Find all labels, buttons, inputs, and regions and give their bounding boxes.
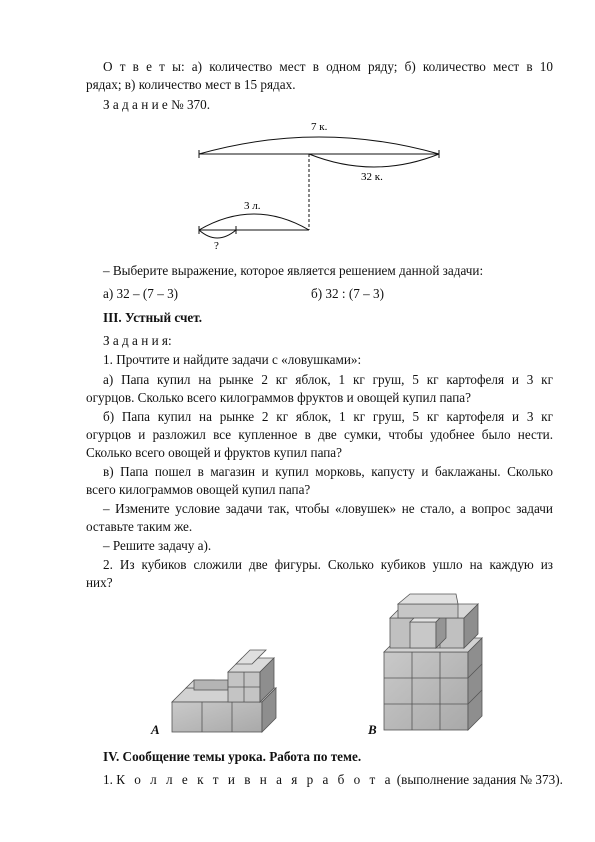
- problem-c-line-2: всего килограммов овощей купил папа?: [86, 482, 311, 497]
- answers-line-1: О т в е т ы: а) количество мест в одном ряду; б) количество мест в 10: [103, 59, 553, 74]
- section-4-item-1: 1. К о л л е к т и в н а я р а б о т а (выполнение задания № 373).: [103, 772, 563, 787]
- change-instruction-line-1: – Измените условие задачи так, чтобы «ловушек» не стало, а вопрос задачи: [103, 501, 553, 516]
- solve-instruction: – Решите задачу а).: [103, 538, 212, 553]
- option-a: а) 32 – (7 – 3): [103, 286, 179, 301]
- change-instruction-line-2: оставьте таким же.: [86, 519, 193, 534]
- diagram-label-32k: 32 к.: [361, 171, 383, 183]
- answers-label: О т в е т ы: [103, 59, 181, 74]
- item-1: 1. Прочтите и найдите задачи с «ловушками»:: [103, 352, 362, 367]
- problem-b-line-1: б) Папа купил на рынке 2 кг яблок, 1 кг груш, 5 кг картофеля и 3 кг: [103, 409, 553, 424]
- item-2-line-2: них?: [86, 575, 113, 590]
- section-4-title: IV. Сообщение темы урока. Работа по теме.: [103, 749, 362, 764]
- diagram-label-question: ?: [214, 240, 219, 252]
- section-3-title: III. Устный счет.: [103, 310, 203, 325]
- problem-b-line-3: Сколько всего овощей и фруктов купил папа?: [86, 445, 343, 460]
- answers-line-2: рядах; в) количество мест в 15 рядах.: [86, 77, 296, 92]
- diagram-label-7k: 7 к.: [311, 121, 328, 133]
- figure-b-label: В: [368, 722, 377, 737]
- figure-a-cubes: [172, 650, 276, 732]
- tasks-label: З а д а н и я:: [103, 333, 172, 348]
- figure-b-cubes: [384, 594, 482, 730]
- problem-c-line-1: в) Папа пошел в магазин и купил морковь, капусту и баклажаны. Сколько: [103, 464, 553, 479]
- item-2-line-1: 2. Из кубиков сложили две фигуры. Сколько кубиков ушло на каждую из: [103, 557, 553, 572]
- option-b: б) 32 : (7 – 3): [311, 286, 385, 301]
- task-370-prompt: – Выберите выражение, которое является решением данной задачи:: [103, 263, 484, 278]
- problem-b-line-2: огурцов и разложил все купленное в две сумки, чтобы удобнее было нести.: [86, 427, 553, 442]
- figure-a-label: А: [151, 722, 160, 737]
- problem-a-line-1: а) Папа купил на рынке 2 кг яблок, 1 кг груш, 5 кг картофеля и 3 кг: [103, 372, 553, 387]
- task-370-title: З а д а н и е № 370.: [103, 97, 211, 112]
- collective-work-label: К о л л е к т и в н а я р а б о т а: [116, 772, 394, 787]
- diagram-label-3l: 3 л.: [244, 200, 261, 212]
- problem-a-line-2: огурцов. Сколько всего килограммов фруктов и овощей купил папа?: [86, 390, 471, 405]
